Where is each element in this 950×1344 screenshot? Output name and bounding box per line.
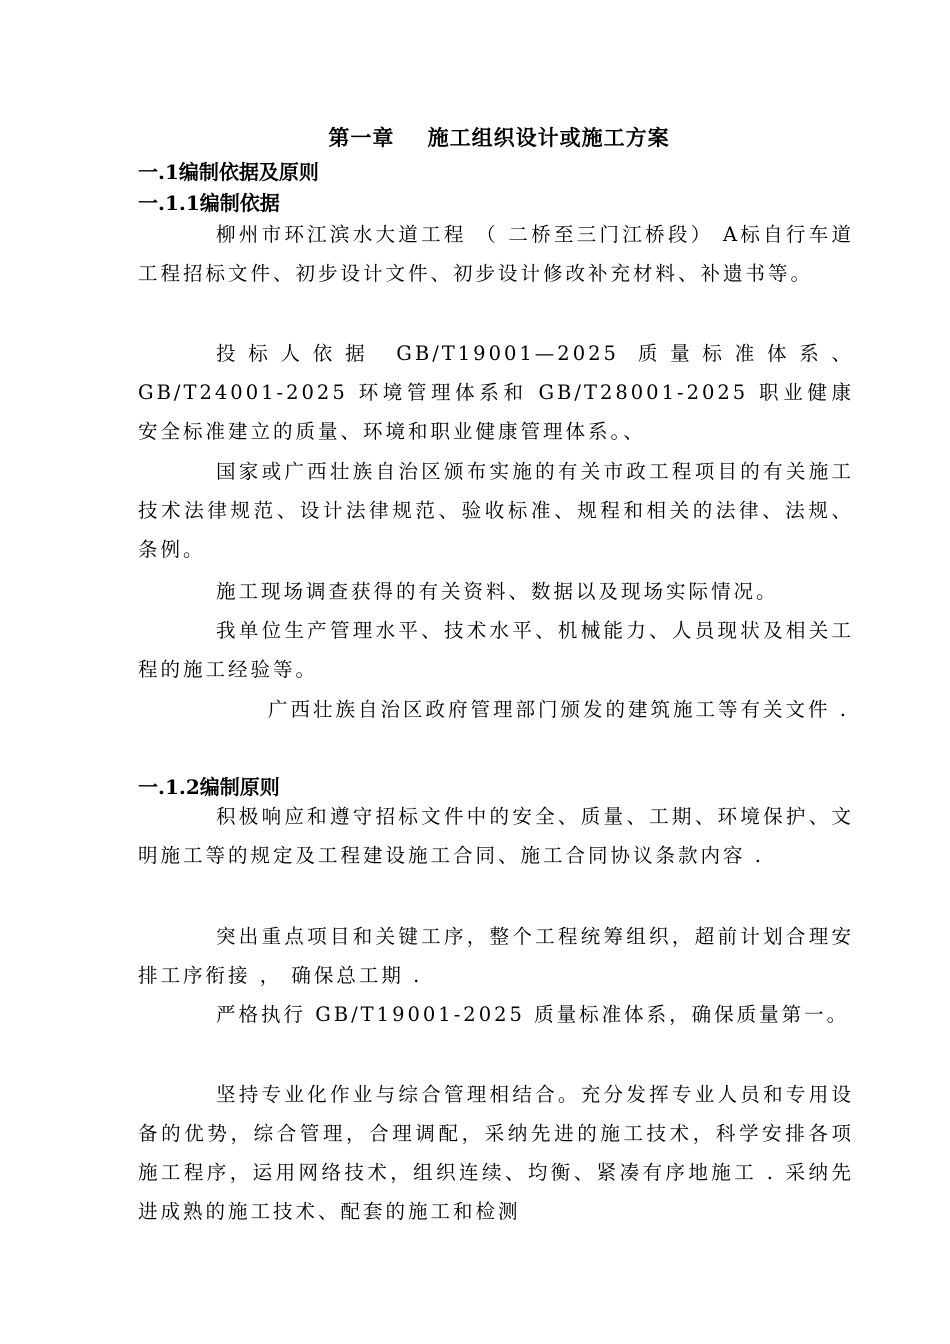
paragraph: 我单位生产管理水平、技术水平、机械能力、人员现状及相关工程的施工经验等。	[138, 619, 854, 681]
subsection-heading: 一.1.2编制原则	[138, 775, 280, 799]
paragraph: 柳州市环江滨水大道工程 （ 二桥至三门江桥段） A标自行车道工程招标文件、初步设计文件、初步设计修改补充材料、补遗书等。	[138, 223, 854, 285]
paragraph: 积极响应和遵守招标文件中的安全、质量、工期、环境保护、文明施工等的规定及工程建设施工合同、施工合同协议条款内容 .	[138, 805, 854, 867]
paragraph: 严格执行 GB/T19001-2025 质量标准体系，确保质量第一。	[216, 1003, 850, 1026]
paragraph: 坚持专业化作业与综合管理相结合。充分发挥专业人员和专用设备的优势，综合管理，合理调配，采纳先进的施工技术，科学安排各项施工程序，运用网络技术，组织连续、均衡、紧凑有序地施工 . 采纳先进成熟的施工技术、配套的施工和检测	[138, 1083, 854, 1223]
subsection-heading: 一.1.1编制依据	[138, 191, 280, 215]
paragraph: 突出重点项目和关键工序，整个工程统筹组织，超前计划合理安排工序衔接 ， 确保总工期 .	[138, 925, 854, 987]
chapter-title: 第一章 施工组织设计或施工方案	[328, 125, 670, 150]
section-heading: 一.1编制依据及原则	[138, 160, 319, 184]
paragraph: 国家或广西壮族自治区颁布实施的有关市政工程项目的有关施工技术法律规范、设计法律规范、验收标准、规程和相关的法律、法规、条例。	[138, 460, 854, 561]
paragraph: 广西壮族自治区政府管理部门颁发的建筑施工等有关文件 .	[268, 698, 849, 721]
paragraph: 投标人依据 GB/T19001—2025 质量标准体系、 GB/T24001-2025 环境管理体系和 GB/T28001-2025 职业健康安全标准建立的质量、环境和职业健康管理体系。、	[138, 342, 854, 443]
paragraph: 施工现场调查获得的有关资料、数据以及现场实际情况。	[216, 580, 779, 603]
